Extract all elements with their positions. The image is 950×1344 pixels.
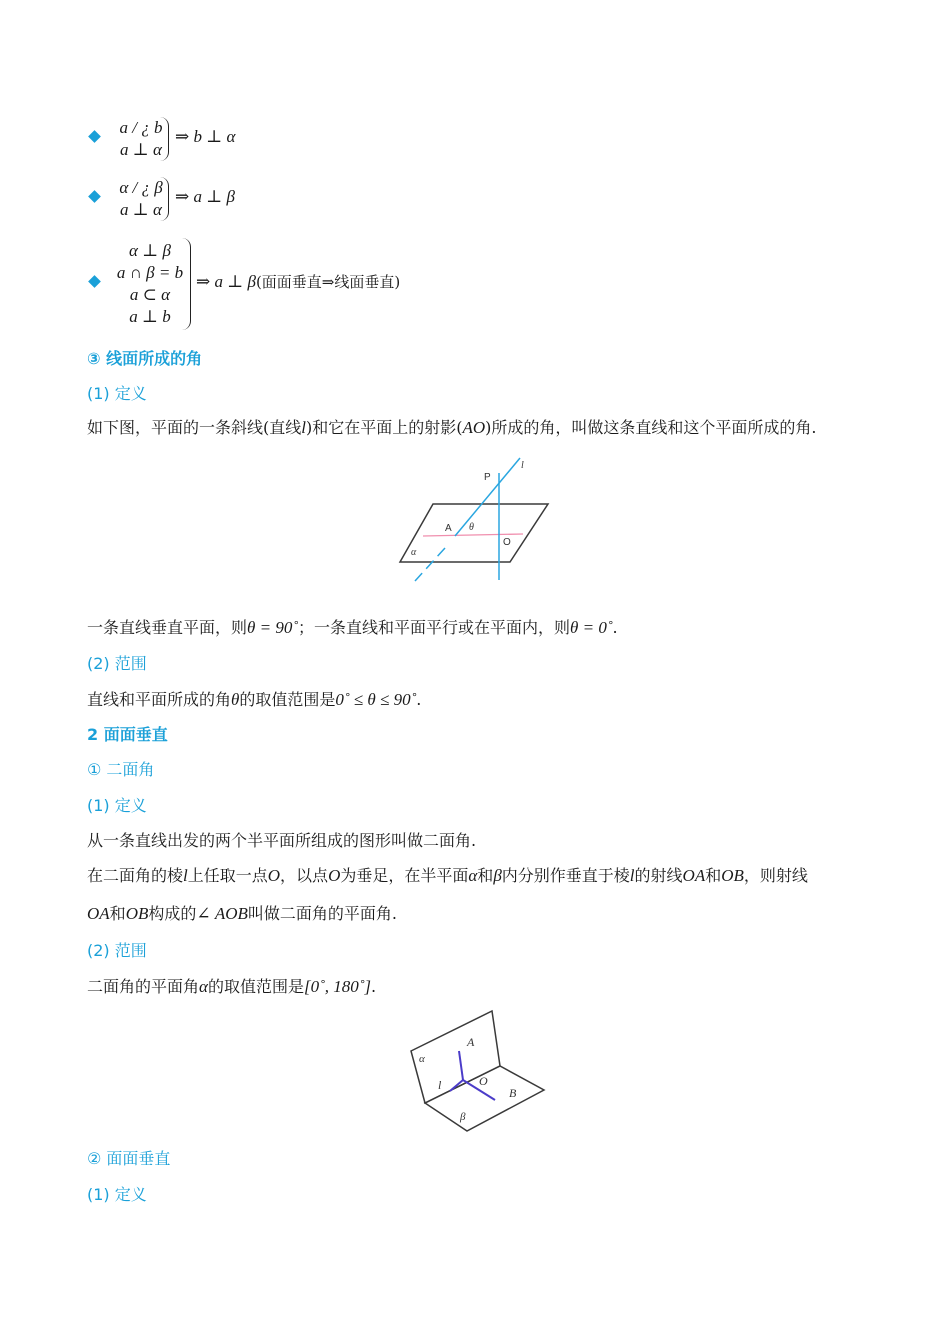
- d2-3: O: [267, 866, 281, 885]
- bullet-diamond-icon: [88, 130, 101, 143]
- section-heading-line-plane-angle: ③ 线面所成的角: [87, 349, 203, 368]
- d2-5: O: [328, 866, 341, 885]
- d2-16: ，则射线: [743, 866, 808, 885]
- dihedral-range-text: [87, 977, 376, 997]
- projection-line-ao: [423, 534, 523, 536]
- label-O-2: O: [479, 1074, 488, 1088]
- dr-a: 二面角的平面角: [87, 977, 200, 996]
- line-plane-angle-diagram: [395, 455, 555, 585]
- rule-3-note: (面面垂直⇒线面垂直): [255, 273, 401, 291]
- rule-2-line-2: a ⊥ α: [120, 200, 162, 219]
- note-a: 一条直线垂直平面，则: [87, 618, 248, 637]
- label-alpha-2: α: [419, 1053, 425, 1065]
- label-P: P: [484, 472, 491, 483]
- rule-3-line-2: a ∩ β = b: [116, 263, 184, 282]
- rule-3-conclusion: ⇒ a ⊥ β: [196, 272, 256, 291]
- d2-14: 和: [705, 866, 722, 885]
- d2-6: 为垂足，在半平面: [340, 866, 469, 885]
- range-b: 的取值范围是: [239, 690, 336, 709]
- bullet-diamond-icon: [88, 190, 101, 203]
- subheading-plane-perpendicular: ② 面面垂直: [87, 1149, 171, 1168]
- d2-1: l: [183, 866, 188, 885]
- d2-9: β: [493, 866, 502, 885]
- rule-1-brace: [160, 117, 169, 161]
- label-A: A: [445, 523, 452, 534]
- d2-10: 内分别作垂直于棱: [501, 866, 630, 885]
- label-theta: θ: [469, 522, 474, 533]
- d3-3: 构成的: [148, 904, 197, 923]
- definition-label-3: (1) 定义: [87, 1185, 147, 1204]
- d2-11: l: [629, 866, 635, 885]
- label-O: O: [503, 537, 511, 548]
- rule-2-brace: [160, 177, 169, 221]
- rule-2-conclusion: ⇒ a ⊥ β: [175, 187, 235, 206]
- label-alpha: α: [411, 547, 417, 558]
- d2-8: 和: [477, 866, 494, 885]
- d2-0: 在二面角的棱: [87, 866, 184, 885]
- d3-1: 和: [109, 904, 126, 923]
- range-label: (2) 范围: [87, 654, 147, 673]
- bullet-diamond-icon: [88, 275, 101, 288]
- definition-text: [87, 418, 817, 438]
- range-end: .: [416, 690, 422, 709]
- rule-1-line-1: a / ¿ b: [119, 118, 163, 137]
- dr-end: .: [371, 977, 377, 996]
- rule-3-conditions: [112, 240, 188, 328]
- rule-1-line-2: a ⊥ α: [120, 140, 162, 159]
- rule-1-conclusion: ⇒ b ⊥ α: [175, 127, 236, 146]
- oblique-line-l: [455, 458, 520, 536]
- dr-b: 的取值范围是: [207, 977, 304, 996]
- rule-3-line-3: a ⊂ α: [129, 285, 171, 304]
- d2-15: OB: [721, 866, 744, 885]
- note-eq2: θ = 0˚: [570, 618, 613, 637]
- dihedral-definition-2: [87, 866, 808, 886]
- rule-3-brace: [181, 238, 191, 330]
- angle-note: [87, 618, 618, 638]
- def-text-a: 如下图，平面的一条斜线(直线: [87, 418, 302, 437]
- dr-alpha: α: [199, 977, 208, 996]
- def-l: l: [301, 418, 306, 437]
- rule-2-line-1: α / ¿ β: [119, 178, 163, 197]
- def-ao: AO: [462, 418, 486, 437]
- definition-label-2: (1) 定义: [87, 796, 147, 815]
- def-text-c: )所成的角，叫做这条直线和这个平面所成的角.: [485, 418, 817, 437]
- dihedral-angle-diagram: [405, 1008, 550, 1138]
- dr-expr: [0˚, 180˚]: [303, 977, 372, 996]
- d2-12: 的射线: [634, 866, 683, 885]
- range-theta: θ: [231, 690, 240, 709]
- d3-2: OB: [125, 904, 149, 923]
- range-text: [87, 690, 421, 710]
- d3-4: ∠ AOB: [196, 904, 248, 923]
- def-text-b: )和它在平面上的射影(: [305, 418, 463, 437]
- subheading-dihedral-angle: ① 二面角: [87, 760, 155, 779]
- label-l-2: l: [438, 1078, 442, 1092]
- note-eq1: θ = 90˚: [247, 618, 298, 637]
- label-A-2: A: [467, 1035, 475, 1049]
- d3-0: OA: [87, 904, 110, 923]
- rule-3-conclusion-line: [196, 272, 400, 292]
- oblique-line-l-dashed: [415, 548, 445, 581]
- rule-3-line-1: α ⊥ β: [129, 241, 171, 260]
- dihedral-definition-1: 从一条直线出发的两个半平面所组成的图形叫做二面角.: [87, 831, 477, 850]
- d2-4: ，以点: [280, 866, 329, 885]
- range-a: 直线和平面所成的角: [87, 690, 232, 709]
- d2-7: α: [468, 866, 478, 885]
- label-beta-2: β: [460, 1111, 466, 1123]
- d3-5: 叫做二面角的平面角.: [247, 904, 398, 923]
- dihedral-definition-3: [87, 904, 397, 924]
- label-B-2: B: [509, 1086, 517, 1100]
- range-expr: 0˚ ≤ θ ≤ 90˚: [335, 690, 417, 709]
- d2-2: 上任取一点: [187, 866, 268, 885]
- section-heading-plane-perpendicular: 2 面面垂直: [87, 725, 168, 744]
- note-end: .: [612, 618, 618, 637]
- rule-3-line-4: a ⊥ b: [129, 307, 171, 326]
- ray-OA: [459, 1051, 463, 1080]
- label-l: l: [521, 460, 524, 471]
- definition-label: (1) 定义: [87, 384, 147, 403]
- note-b: ；一条直线和平面平行或在平面内，则: [298, 618, 571, 637]
- d2-13: OA: [682, 866, 706, 885]
- range-label-2: (2) 范围: [87, 941, 147, 960]
